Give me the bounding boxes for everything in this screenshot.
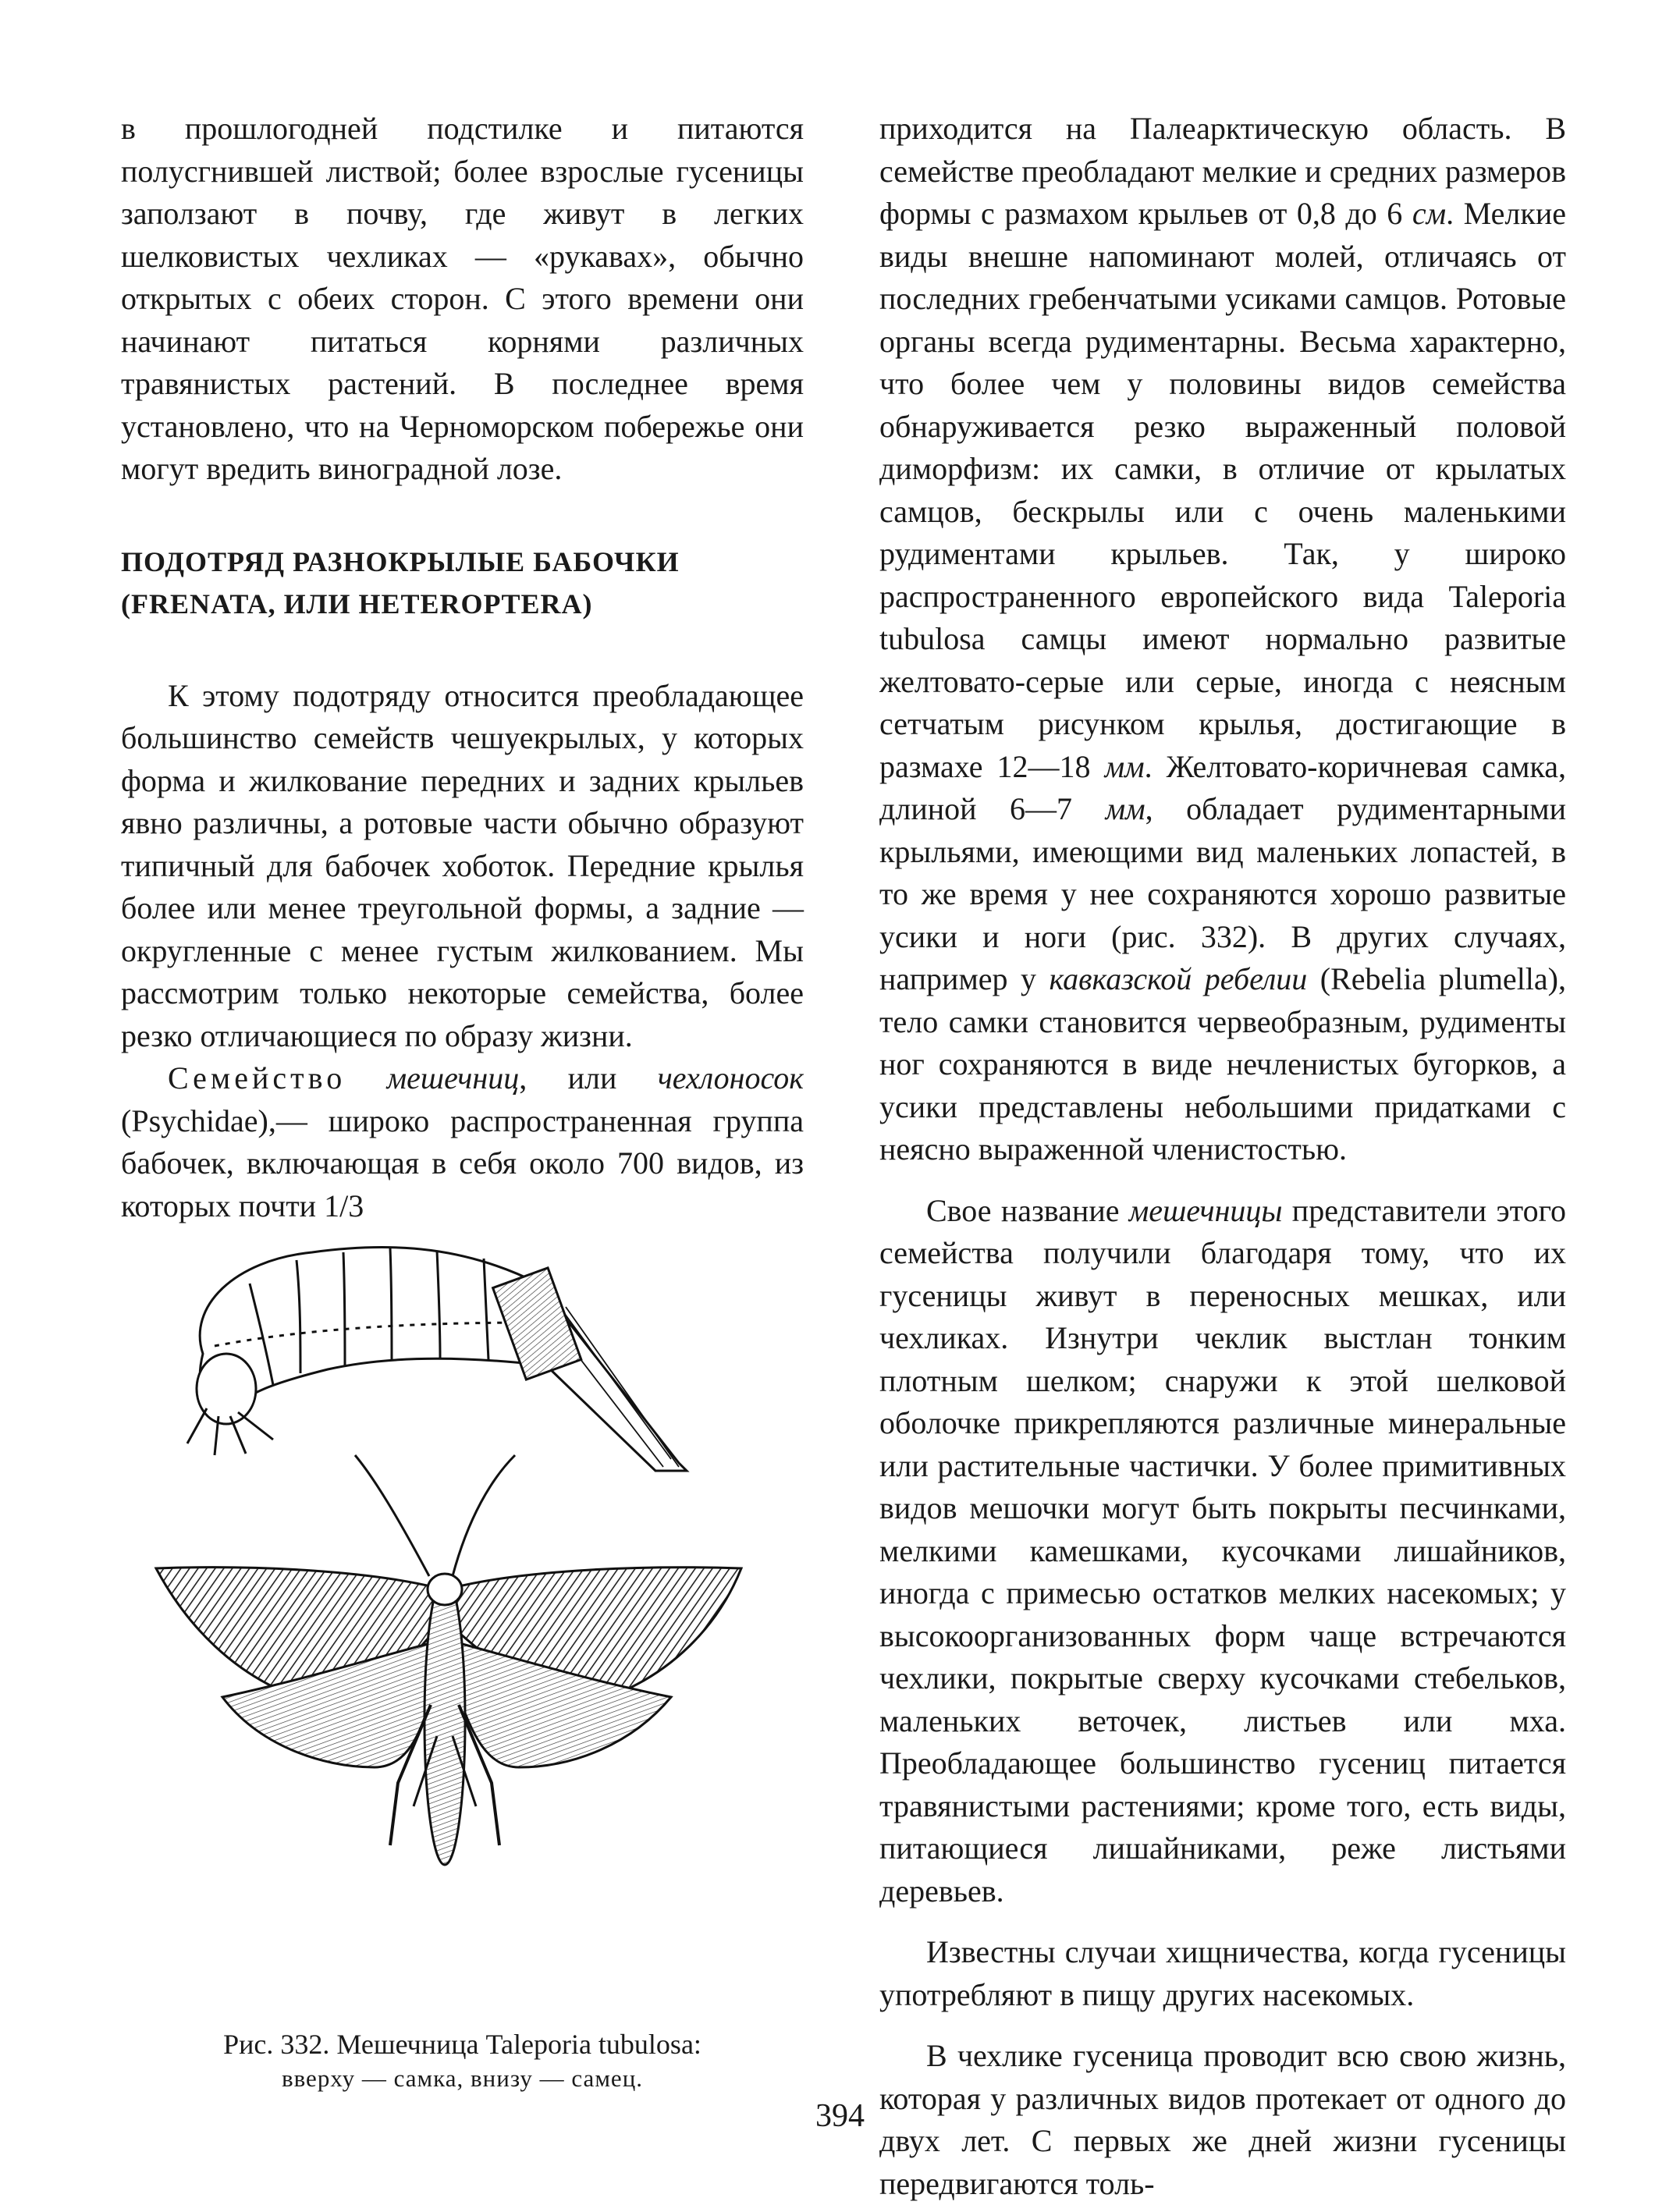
left-paragraph-2: К этому подотряду относится преобладающее большинство семейств чешуекрылых, у которых форма и жилкование передних и задних крыльев явно различны, а ротовые части обычно образуют типичный для бабочек хоботок. Передние крылья более или менее треугольной формы, а задние — округленные с менее густым жилкованием. Мы рассмотрим только некоторые семейства, более резко отличающиеся по образу жизни. — [121, 677, 804, 1053]
text-run: . Желтовато-коричневая самка, длиной 6—7 — [879, 748, 1566, 826]
family-name-1: мешечниц — [386, 1060, 520, 1095]
page-number: 394 — [815, 2098, 865, 2134]
female-moth-figure — [187, 1247, 687, 1471]
text-run: (Rebelia plumella), тело самки становится червеобразным, рудименты ног сохраняются в виде нечленистых бугорков, а усики представлены небольшими придатками с неясно выраженной членистостью. — [879, 961, 1566, 1166]
unit-cm: см — [1412, 196, 1447, 231]
left-paragraph-1: в прошлогодней подстилке и питаются полусгнившей листвой; более взрослые гусеницы заползают в почву, где живут в легких шелковистых чехликах — «рукавах», обычно открытых с обеих сторон. С этого времени они начинают питаться корнями различных травянистых растений. В последнее время установлено, что на Черноморском побережье они могут вредить виноградной лозе. — [121, 111, 804, 486]
text-run: приходится на Палеарктическую область. В семействе преобладают мелкие и средних размеров формы с размахом крыльев от 0,8 до 6 — [879, 111, 1566, 231]
section-heading-line-1: ПОДОТРЯД РАЗНОКРЫЛЫЕ БАБОЧКИ — [121, 545, 680, 577]
caption-line-1: Рис. 332. Мешечница Taleporia tubulosa: — [223, 2029, 701, 2060]
section-heading — [121, 541, 804, 625]
text-run: , обладает рудиментарными крыльями, имеющими вид маленьких лопастей, в то же время у нее сохраняются хорошо развитые усики и ноги (рис. 332). В других случаях, например у — [879, 791, 1566, 996]
right-column — [879, 108, 1566, 2205]
separator-text: , или — [519, 1060, 658, 1095]
family-name-2: чехлоносок — [657, 1060, 804, 1095]
unit-mm: мм — [1105, 791, 1145, 826]
family-word: Семейство — [168, 1060, 346, 1095]
left-paragraph-3 — [121, 1057, 804, 1227]
species-name: кавказской ребелии — [1049, 961, 1308, 996]
text-run: . Мелкие виды внешне напоминают молей, отличаясь от последних гребенчатыми усиками самцов. Ротовые органы всегда рудиментарны. Весьма характерно, что более чем у половины видов семейства обнаруживается резко выраженный половой диморфизм: их самки, в отличие от крылатых самцов, бескрылы или с очень маленькими рудиментами крыльев. Так, у широко распространенного европейского вида Taleporia tubulosa самцы имеют нормально развитые желтовато-серые или серые, иногда с неясным сетчатым рисунком крылья, достигающие в размахе 12—18 — [879, 196, 1566, 784]
right-paragraph-3: Известны случаи хищничества, когда гусеницы употребляют в пищу других насекомых. — [879, 1934, 1566, 2012]
section-heading-line-2: (FRENATA, ИЛИ HETEROPTERA) — [121, 588, 593, 620]
right-paragraph-4: В чехлике гусеница проводит всю свою жизнь, которая у различных видов протекает от одного до двух лет. С первых же дней жизни гусеницы передвигаются толь- — [879, 2038, 1566, 2201]
text-run: Свое название — [926, 1192, 1129, 1228]
fraction: 1/3 — [324, 1188, 364, 1223]
moth-illustration — [140, 1221, 780, 2017]
male-moth-figure — [156, 1455, 741, 1865]
right-paragraph-1 — [879, 108, 1566, 1171]
family-description: (Psychidae),— широко распространенная группа бабочек, включающая в себя около 700 видов, из которых почти — [121, 1102, 804, 1223]
caption-line-2: вверху — самка, внизу — самец. — [281, 2065, 644, 2092]
right-paragraph-2 — [879, 1190, 1566, 1913]
left-column — [121, 108, 804, 1227]
figure-caption — [121, 2027, 804, 2096]
term: мешечницы — [1128, 1192, 1283, 1228]
unit-mm: мм — [1104, 748, 1145, 784]
text-run: представители этого семейства получили благодаря тому, что их гусеницы живут в переносных мешках, или чехликах. Изнутри чеклик выстлан тонким плотным шелком; снаружи к этой шелковой оболочке прикрепляются различные минеральные или растительные частички. У более примитивных видов мешочки могут быть покрыты песчинками, мелкими камешками, кусочками лишайников, иногда с примесью остатков мелких насекомых; у высокоорганизованных форм чаще встречаются чехлики, покрытые сверху кусочками стебельков, маленьких веточек, листьев или мха. Преобладающее большинство гусениц питается травянистыми растениями; кроме того, есть виды, питающиеся лишайниками, реже листьями деревьев. — [879, 1192, 1566, 1909]
